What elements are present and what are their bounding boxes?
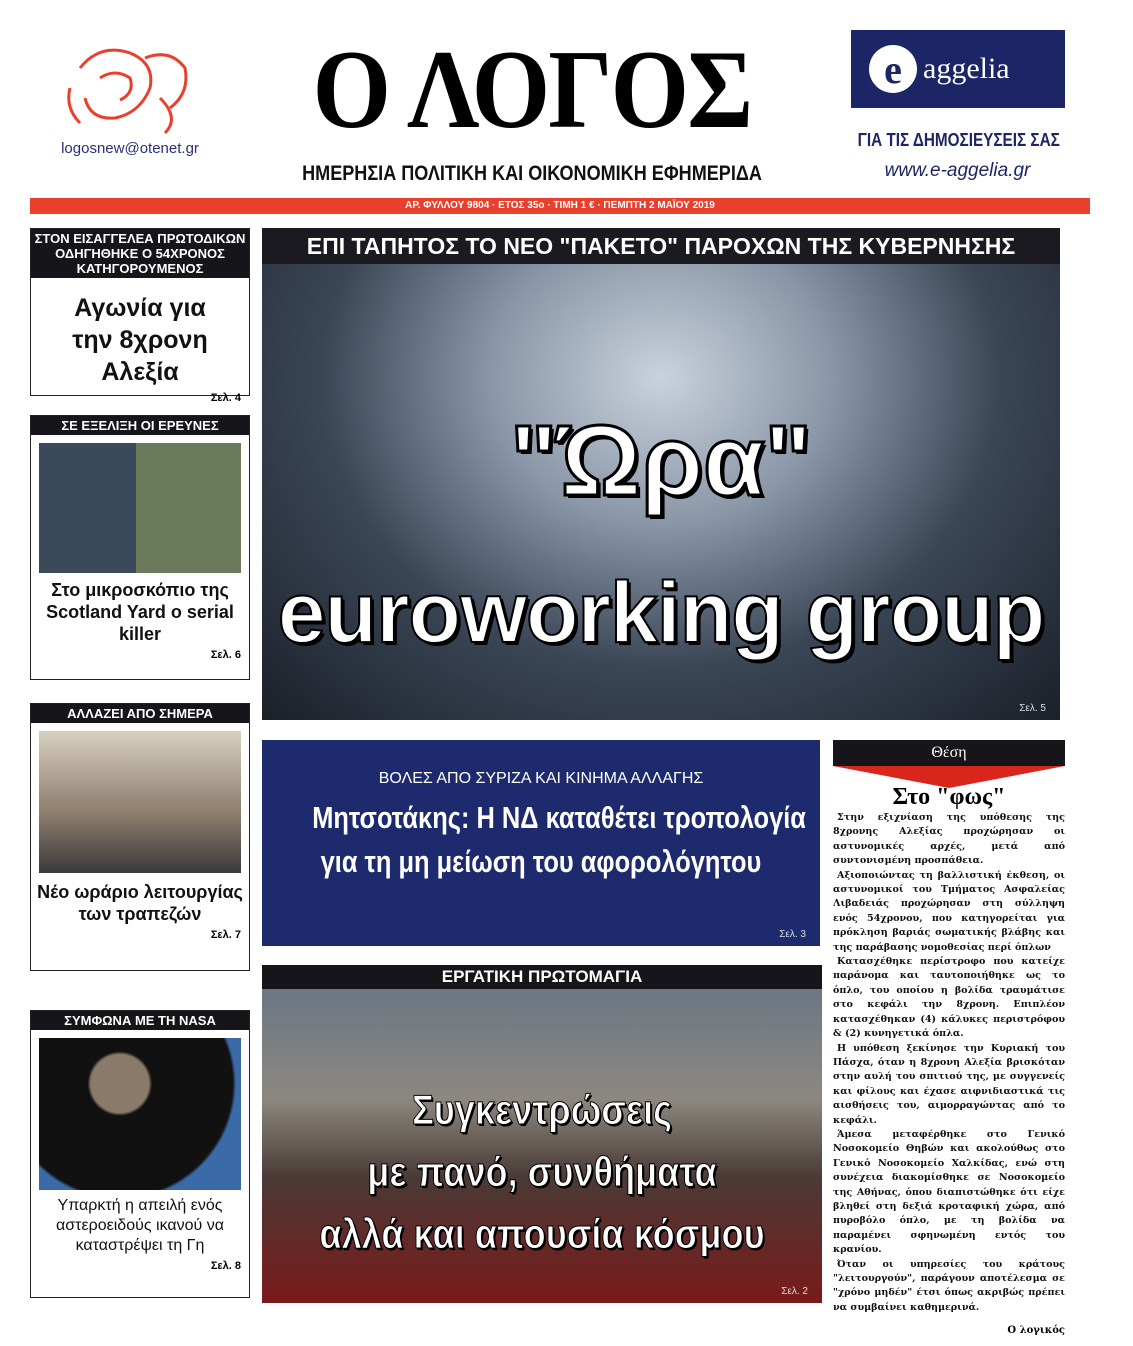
story-kicker: ΣΕ ΕΞΕΛΙΞΗ ΟΙ ΕΡΕΥΝΕΣ (31, 416, 249, 435)
author-signature: Ο λογικός (1007, 1325, 1065, 1337)
story-kicker: ΣΥΜΦΩΝΑ ΜΕ ΤΗ NASA (31, 1011, 249, 1030)
paragraph: Στην εξιχνίαση της υπόθεσης της 8χρονης Αλεξίας προχώρησαν οι αστυνομικές αρχές, μετά από συντονισμένη προσπάθεια. (833, 812, 1065, 867)
sidebar-story[interactable] (30, 703, 250, 971)
ad-tagline: ΓΙΑ ΤΙΣ ΔΗΜΟΣΙΕΥΣΕΙΣ ΣΑΣ (857, 130, 1060, 150)
lead-photo (262, 264, 1060, 720)
eaggelia-e-icon: e (869, 45, 917, 93)
story-photo (39, 1038, 241, 1190)
page-ref: Σελ. 6 (210, 649, 241, 661)
masthead-title: Ο ΛΟΓΟΣ (312, 28, 752, 152)
title-line: για τη μη μείωση του αφορολόγητου (320, 844, 762, 879)
paragraph: Αξιοποιώντας τη βαλλιστική έκθεση, οι αστυνομικοί του Τμήματος Ασφαλείας Λιβαδειάς προχώρησαν στη σύλληψη ενός 54χρονου, που κατηγορείται για πρόκληση βαριάς σωματικής βλάβης και της παράβασης νομοθεσίας περί όπλων (833, 869, 1065, 953)
story-title: Νέο ωράριο λειτουργίας των τραπεζών (37, 882, 243, 924)
opinion-label: Θέση (833, 740, 1065, 766)
story-kicker: ΕΡΓΑΤΙΚΗ ΠΡΩΤΟΜΑΓΙΑ (262, 965, 822, 989)
story-title: Αγωνία για την 8χρονη Αλεξία (72, 294, 208, 386)
opinion-title: Στο "φως" (892, 784, 1006, 810)
sidebar-story[interactable] (30, 228, 250, 404)
page-ref: Σελ. 8 (210, 1260, 241, 1272)
story-title: Στο μικροσκόπιο της Scotland Yard ο serial killer (46, 580, 234, 644)
title-line: Συγκεντρώσεις (412, 1086, 672, 1133)
story-photo (39, 443, 241, 573)
title-line: Μητσοτάκης: Η ΝΔ καταθέτει τροπολογία (312, 800, 806, 835)
sidebar-story[interactable] (30, 415, 250, 680)
story-kicker: ΑΛΛΑΖΕΙ ΑΠΟ ΣΗΜΕΡΑ (31, 704, 249, 723)
opinion-body (833, 811, 1065, 1315)
eaggelia-ad-logo[interactable] (851, 30, 1065, 108)
story-photo (39, 731, 241, 873)
newspaper-logo-illustration (60, 38, 200, 138)
lead-title-line1: "Ώρα" (510, 405, 812, 517)
page-ref: Σελ. 7 (210, 929, 241, 941)
story-title (301, 1079, 783, 1265)
lead-kicker: ΕΠΙ ΤΑΠΗΤΟΣ ΤΟ ΝΕΟ "ΠΑΚΕΤΟ" ΠΑΡΟΧΩΝ ΤΗΣ ΚΥΒΕΡΝΗΣΗΣ (262, 228, 1060, 264)
masthead-subtitle: ΗΜΕΡΗΣΙΑ ΠΟΛΙΤΙΚΗ ΚΑΙ ΟΙΚΟΝΟΜΙΚΗ ΕΦΗΜΕΡΙΔΑ (302, 162, 762, 185)
third-story[interactable] (262, 965, 822, 1303)
sidebar-story[interactable] (30, 1010, 250, 1298)
ad-url[interactable]: www.e-aggelia.gr (884, 160, 1031, 181)
title-line: με πανό, συνθήματα (367, 1148, 717, 1195)
story-kicker: ΒΟΛΕΣ ΑΠΟ ΣΥΡΙΖΑ ΚΑΙ ΚΙΝΗΜΑ ΑΛΛΑΓΗΣ (378, 770, 704, 787)
title-line: αλλά και απουσία κόσμου (319, 1210, 765, 1257)
lead-story[interactable] (262, 228, 1060, 720)
contact-email[interactable]: logosnew@otenet.gr (61, 140, 199, 157)
eaggelia-logo-text: aggelia (923, 52, 1010, 85)
paragraph: Όταν οι υπηρεσίες του κράτους "λειτουργούν", παράγουν αποτέλεσμα σε "χρόνο μηδέν" έτσι όπως ακριβώς πρέπει να συμβαίνει καθημερινά. (833, 1258, 1065, 1313)
paragraph: Η υπόθεση ξεκίνησε την Κυριακή του Πάσχα, όταν η 8χρονη Αλεξία βρισκόταν στην αυλή του σπιτιού της, με συγγενείς και φίλους και έχασε αιφνιδιαστικά τις αισθήσεις του, αιμορραγώντας από το κεφάλι. (833, 1042, 1065, 1126)
page-ref: Σελ. 2 (781, 1286, 808, 1297)
page-ref: Σελ. 3 (779, 929, 806, 940)
page-ref: Σελ. 5 (1019, 703, 1046, 714)
story-kicker: ΣΤΟΝ ΕΙΣΑΓΓΕΛΕΑ ΠΡΩΤΟΔΙΚΩΝ ΟΔΗΓΗΘΗΚΕ Ο 54ΧΡΟΝΟΣ ΚΑΤΗΓΟΡΟΥΜΕΝΟΣ (31, 229, 249, 278)
story-title: Υπαρκτή η απειλή ενός αστεροειδούς ικανού να καταστρέψει τη Γη (56, 1197, 224, 1254)
issue-info-bar: ΑΡ. ΦΥΛΛΟΥ 9804 · ΕΤΟΣ 35ο · ΤΙΜΗ 1 € · ΠΕΜΠΤΗ 2 ΜΑΪΟΥ 2019 (30, 198, 1090, 214)
second-story[interactable] (262, 740, 820, 946)
paragraph: Κατασχέθηκε περίστροφο που κατείχε παράνομα και ταυτοποιήθηκε ως το όπλο, του οποίου η βολίδα τραυμάτισε στο κεφάλι την 8χρονη. Επιπλέον κατασχέθηκαν (4) κάλυκες περιστρόφου & (2) κυνηγετικά όπλα. (833, 956, 1065, 1040)
story-title (312, 796, 806, 884)
page-ref: Σελ. 4 (210, 392, 241, 404)
lead-title-line2: euroworking group (277, 565, 1045, 661)
story-photo (262, 989, 822, 1303)
opinion-column (833, 740, 1065, 1336)
paragraph: Άμεσα μεταφέρθηκε στο Γενικό Νοσοκομείο Θηβών και ακολούθως στο Γενικό Νοσοκομείο Χαλκίδας, ενώ στη συνέχεια διακομίσθηκε σε Νοσοκομείο της Αθήνας, όπου διαπιστώθηκε ότι είχε βληθεί στη δεξιά κροταφική χώρα, από πυροβόλο όπλο, με τη βολίδα να παραμένει σφηνωμένη εντός του κρανίου. (833, 1128, 1065, 1256)
